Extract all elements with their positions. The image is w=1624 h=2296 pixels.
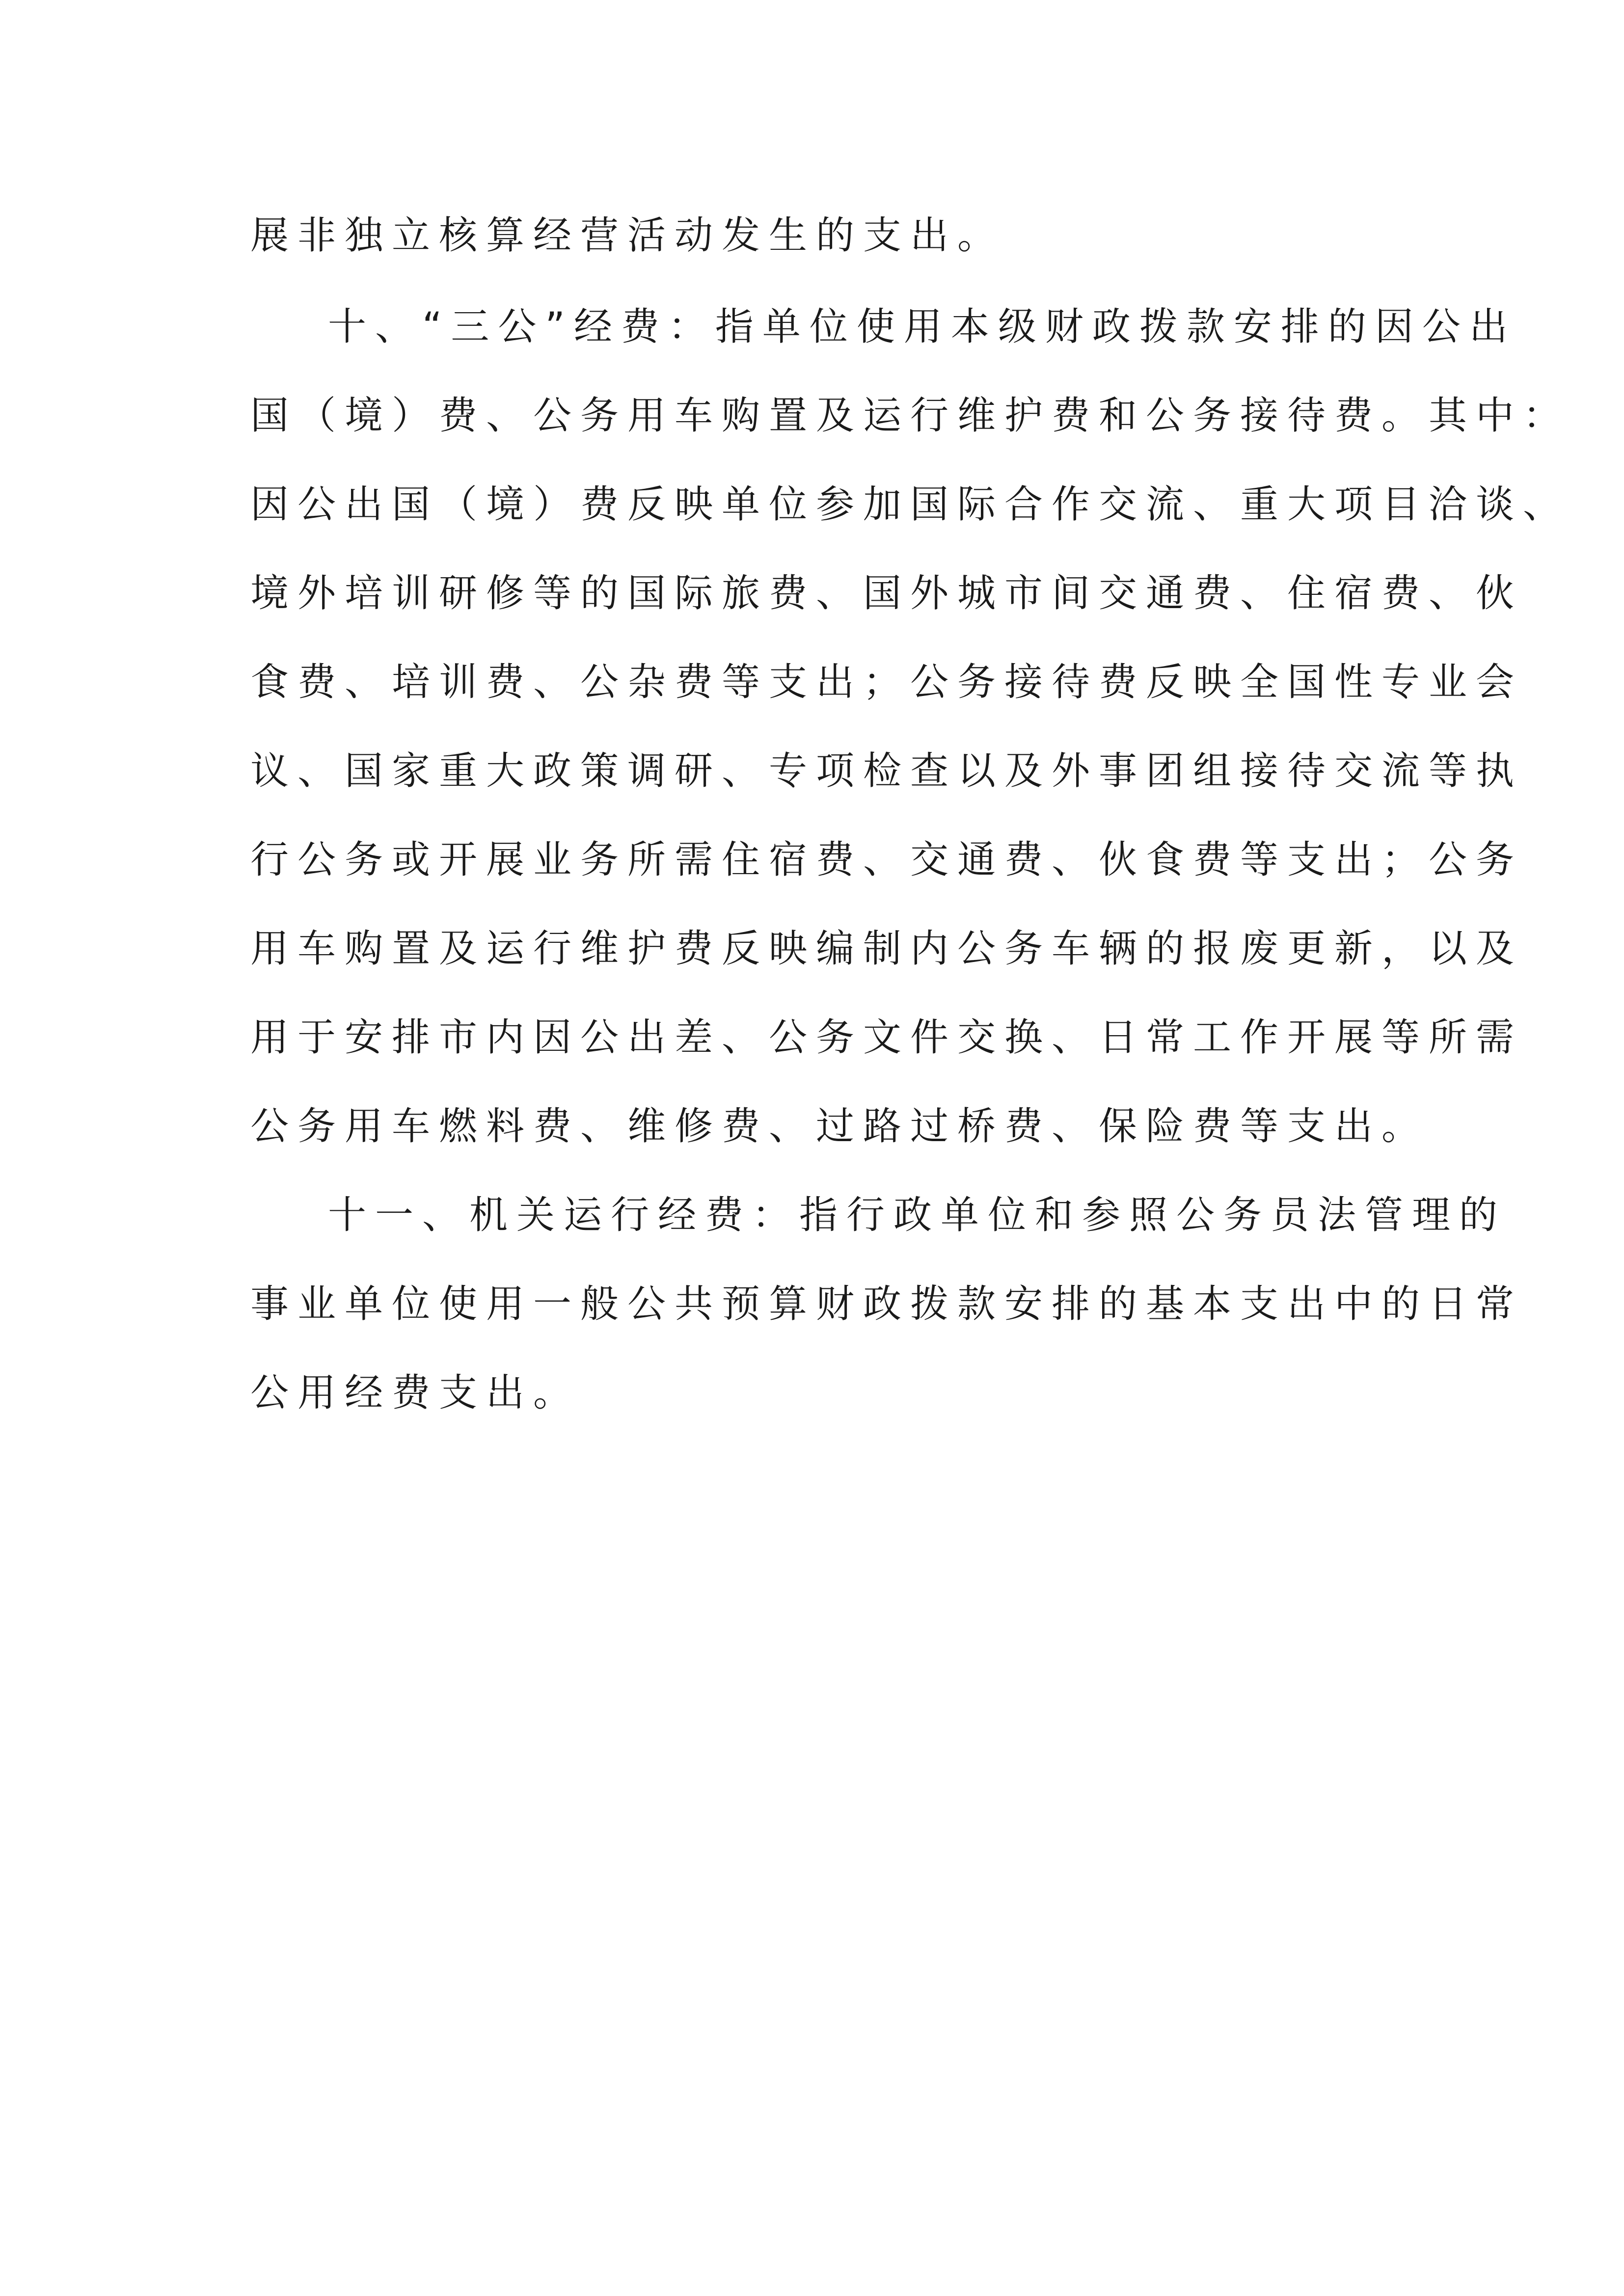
section-10-heading-line: 十、“三公”经费：指单位使用本级财政拨款安排的因公出 xyxy=(328,305,1516,349)
text-line: 议、国家重大政策调研、专项检查以及外事团组接待交流等执 xyxy=(250,749,1523,793)
text-line: 境外培训研修等的国际旅费、国外城市间交通费、住宿费、伙 xyxy=(250,571,1523,615)
text-line: 事业单位使用一般公共预算财政拨款安排的基本支出中的日常 xyxy=(250,1282,1523,1326)
text-line: 公用经费支出。 xyxy=(250,1371,581,1415)
text-line: 用于安排市内因公出差、公务文件交换、日常工作开展等所需 xyxy=(250,1015,1523,1060)
text-line: 因公出国（境）费反映单位参加国际合作交流、重大项目洽谈、 xyxy=(250,482,1570,527)
section-11-heading-line: 十一、机关运行经费：指行政单位和参照公务员法管理的 xyxy=(328,1193,1507,1237)
text-line: 行公务或开展业务所需住宿费、交通费、伙食费等支出；公务 xyxy=(250,838,1523,882)
text-line: 用车购置及运行维护费反映编制内公务车辆的报废更新，以及 xyxy=(250,927,1523,971)
text-line: 国（境）费、公务用车购置及运行维护费和公务接待费。其中： xyxy=(250,394,1570,438)
text-line: 公务用车燃料费、维修费、过路过桥费、保险费等支出。 xyxy=(250,1104,1429,1148)
text-line: 食费、培训费、公杂费等支出；公务接待费反映全国性专业会 xyxy=(250,660,1523,704)
text-line: 展非独立核算经营活动发生的支出。 xyxy=(250,214,1005,258)
